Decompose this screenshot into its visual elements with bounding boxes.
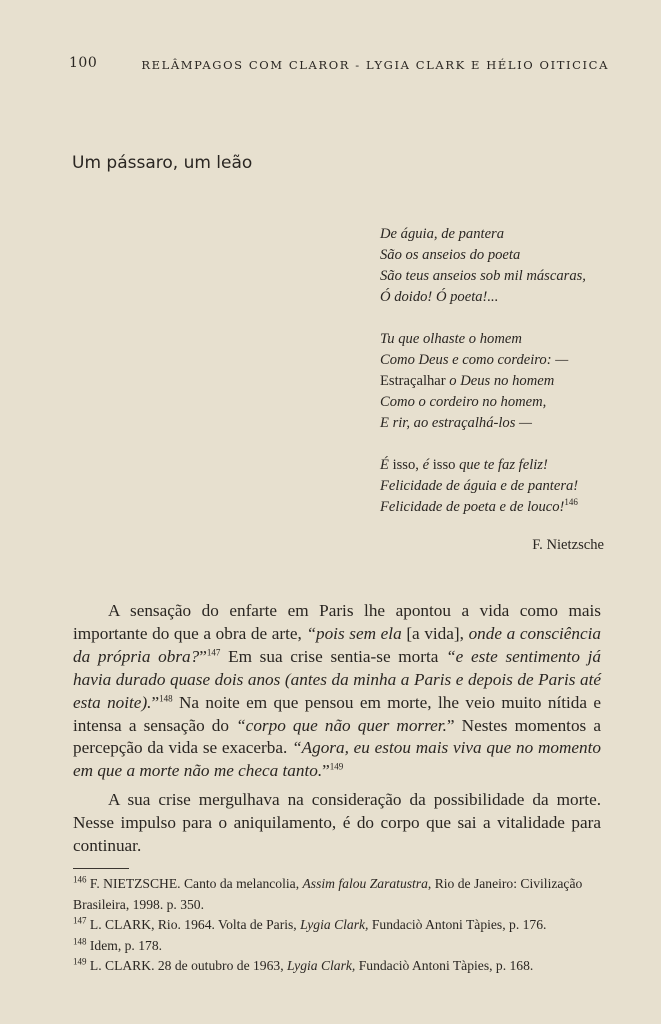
poem-stanza bbox=[380, 455, 620, 518]
paragraph: A sua crise mergulhava na consideração da possibilidade da morte. Nesse impulso para o aniquilamento, é do corpo que sai a vitalidade para continuar. bbox=[73, 790, 601, 856]
footnote-title: Assim falou Zaratustra bbox=[302, 876, 428, 891]
footnote-title: Lygia Clark, bbox=[300, 917, 369, 932]
poem-text-italic: que te faz feliz! bbox=[459, 457, 548, 473]
text-run: Em sua crise sentia-se morta bbox=[220, 646, 447, 666]
poem-line: E rir, ao estraçalhá-los — bbox=[380, 415, 533, 431]
footnote-reference: 147 bbox=[206, 647, 221, 658]
footnote-text: Fundaciò Antoni Tàpies, p. 176. bbox=[368, 917, 547, 932]
poem-text-italic: É bbox=[380, 457, 389, 473]
poem-text-italic: o Deus no homem bbox=[449, 373, 555, 389]
running-head: RELÂMPAGOS COM CLAROR - LYGIA CLARK E HÉLIO OITICICA bbox=[141, 58, 609, 72]
quote-italic: “Agora, eu estou mais viva que no momento em que a morte não me checa tanto. bbox=[73, 738, 601, 781]
text-run: ” bbox=[322, 761, 330, 781]
footnote-text: L. CLARK. 28 de outubro de 1963, bbox=[86, 958, 287, 973]
footnote-number: 146 bbox=[73, 874, 87, 885]
paragraph bbox=[73, 600, 601, 783]
footnote bbox=[73, 936, 601, 957]
body-text bbox=[73, 600, 601, 864]
poem-stanza bbox=[380, 329, 620, 434]
epigraph-poem bbox=[380, 224, 620, 539]
poem-line bbox=[380, 455, 620, 476]
footnotes bbox=[73, 874, 601, 977]
footnote-number: 149 bbox=[73, 956, 87, 967]
poem-attribution: F. Nietzsche bbox=[532, 537, 604, 553]
footnote bbox=[73, 956, 601, 977]
footnote-text: , Rio de Janeiro: Civilização Brasileira, 1998. p. 350. bbox=[73, 876, 583, 912]
poem-text: isso bbox=[429, 457, 460, 473]
poem-text: isso, bbox=[388, 457, 423, 473]
footnote-title: Lygia Clark, bbox=[287, 958, 356, 973]
poem-text: Estraçalhar bbox=[380, 373, 450, 389]
poem-line bbox=[380, 497, 620, 518]
footnote-reference: 146 bbox=[564, 497, 578, 508]
poem-stanza bbox=[380, 224, 620, 308]
poem-line: Tu que olhaste o homem bbox=[380, 331, 522, 347]
section-title: Um pássaro, um leão bbox=[72, 153, 253, 173]
footnote bbox=[73, 874, 601, 915]
poem-line: São teus anseios sob mil máscaras, bbox=[380, 268, 586, 284]
poem-line: Como o cordeiro no homem, bbox=[380, 394, 547, 410]
poem-text-italic: é bbox=[422, 457, 430, 473]
quote-italic: “e este sentimento já havia durado quase dois anos (antes da minha a Paris e depois de Paris até esta noite). bbox=[73, 646, 602, 712]
poem-line: Felicidade de águia e de pantera! bbox=[380, 478, 579, 494]
text-run: ” Nestes momentos a percepção da vida se exacerba. bbox=[73, 715, 601, 758]
quote-italic: “pois sem ela bbox=[306, 623, 402, 643]
footnote bbox=[73, 915, 601, 936]
footnote-text: F. NIETZSCHE. Canto da melancolia, bbox=[86, 876, 303, 891]
footnote-reference: 148 bbox=[159, 692, 173, 703]
footnote-text: Idem, p. 178. bbox=[86, 937, 163, 953]
poem-text-italic: Felicidade de poeta e de louco! bbox=[380, 499, 565, 515]
quote-italic: “corpo que não quer morrer. bbox=[236, 715, 447, 735]
footnote-text: Fundaciò Antoni Tàpies, p. 168. bbox=[355, 958, 534, 973]
text-run: ” bbox=[151, 692, 160, 712]
poem-line: Ó doido! Ó poeta!... bbox=[380, 289, 499, 305]
poem-line: Como Deus e como cordeiro: — bbox=[380, 352, 569, 368]
quote-italic: onde a consciência da própria obra? bbox=[73, 623, 602, 666]
poem-line: De águia, de pantera bbox=[380, 226, 505, 242]
text-run: [a vida], bbox=[401, 623, 469, 643]
text-run: ” bbox=[199, 646, 207, 666]
footnote-divider bbox=[73, 868, 129, 869]
text-run: Na noite em que pensou em morte, lhe veio muito nítida e intensa a sensação do bbox=[73, 692, 602, 735]
text-run: A sensação do enfarte em Paris lhe apontou a vida como mais importante do que a obra de arte, bbox=[73, 601, 601, 643]
poem-line bbox=[380, 371, 620, 392]
footnote-number: 148 bbox=[73, 935, 87, 946]
footnote-text: L. CLARK, Rio. 1964. Volta de Paris, bbox=[86, 917, 301, 932]
footnote-number: 147 bbox=[73, 915, 87, 926]
page-number: 100 bbox=[69, 55, 98, 71]
poem-line: São os anseios do poeta bbox=[380, 247, 521, 263]
footnote-reference: 149 bbox=[329, 761, 344, 772]
